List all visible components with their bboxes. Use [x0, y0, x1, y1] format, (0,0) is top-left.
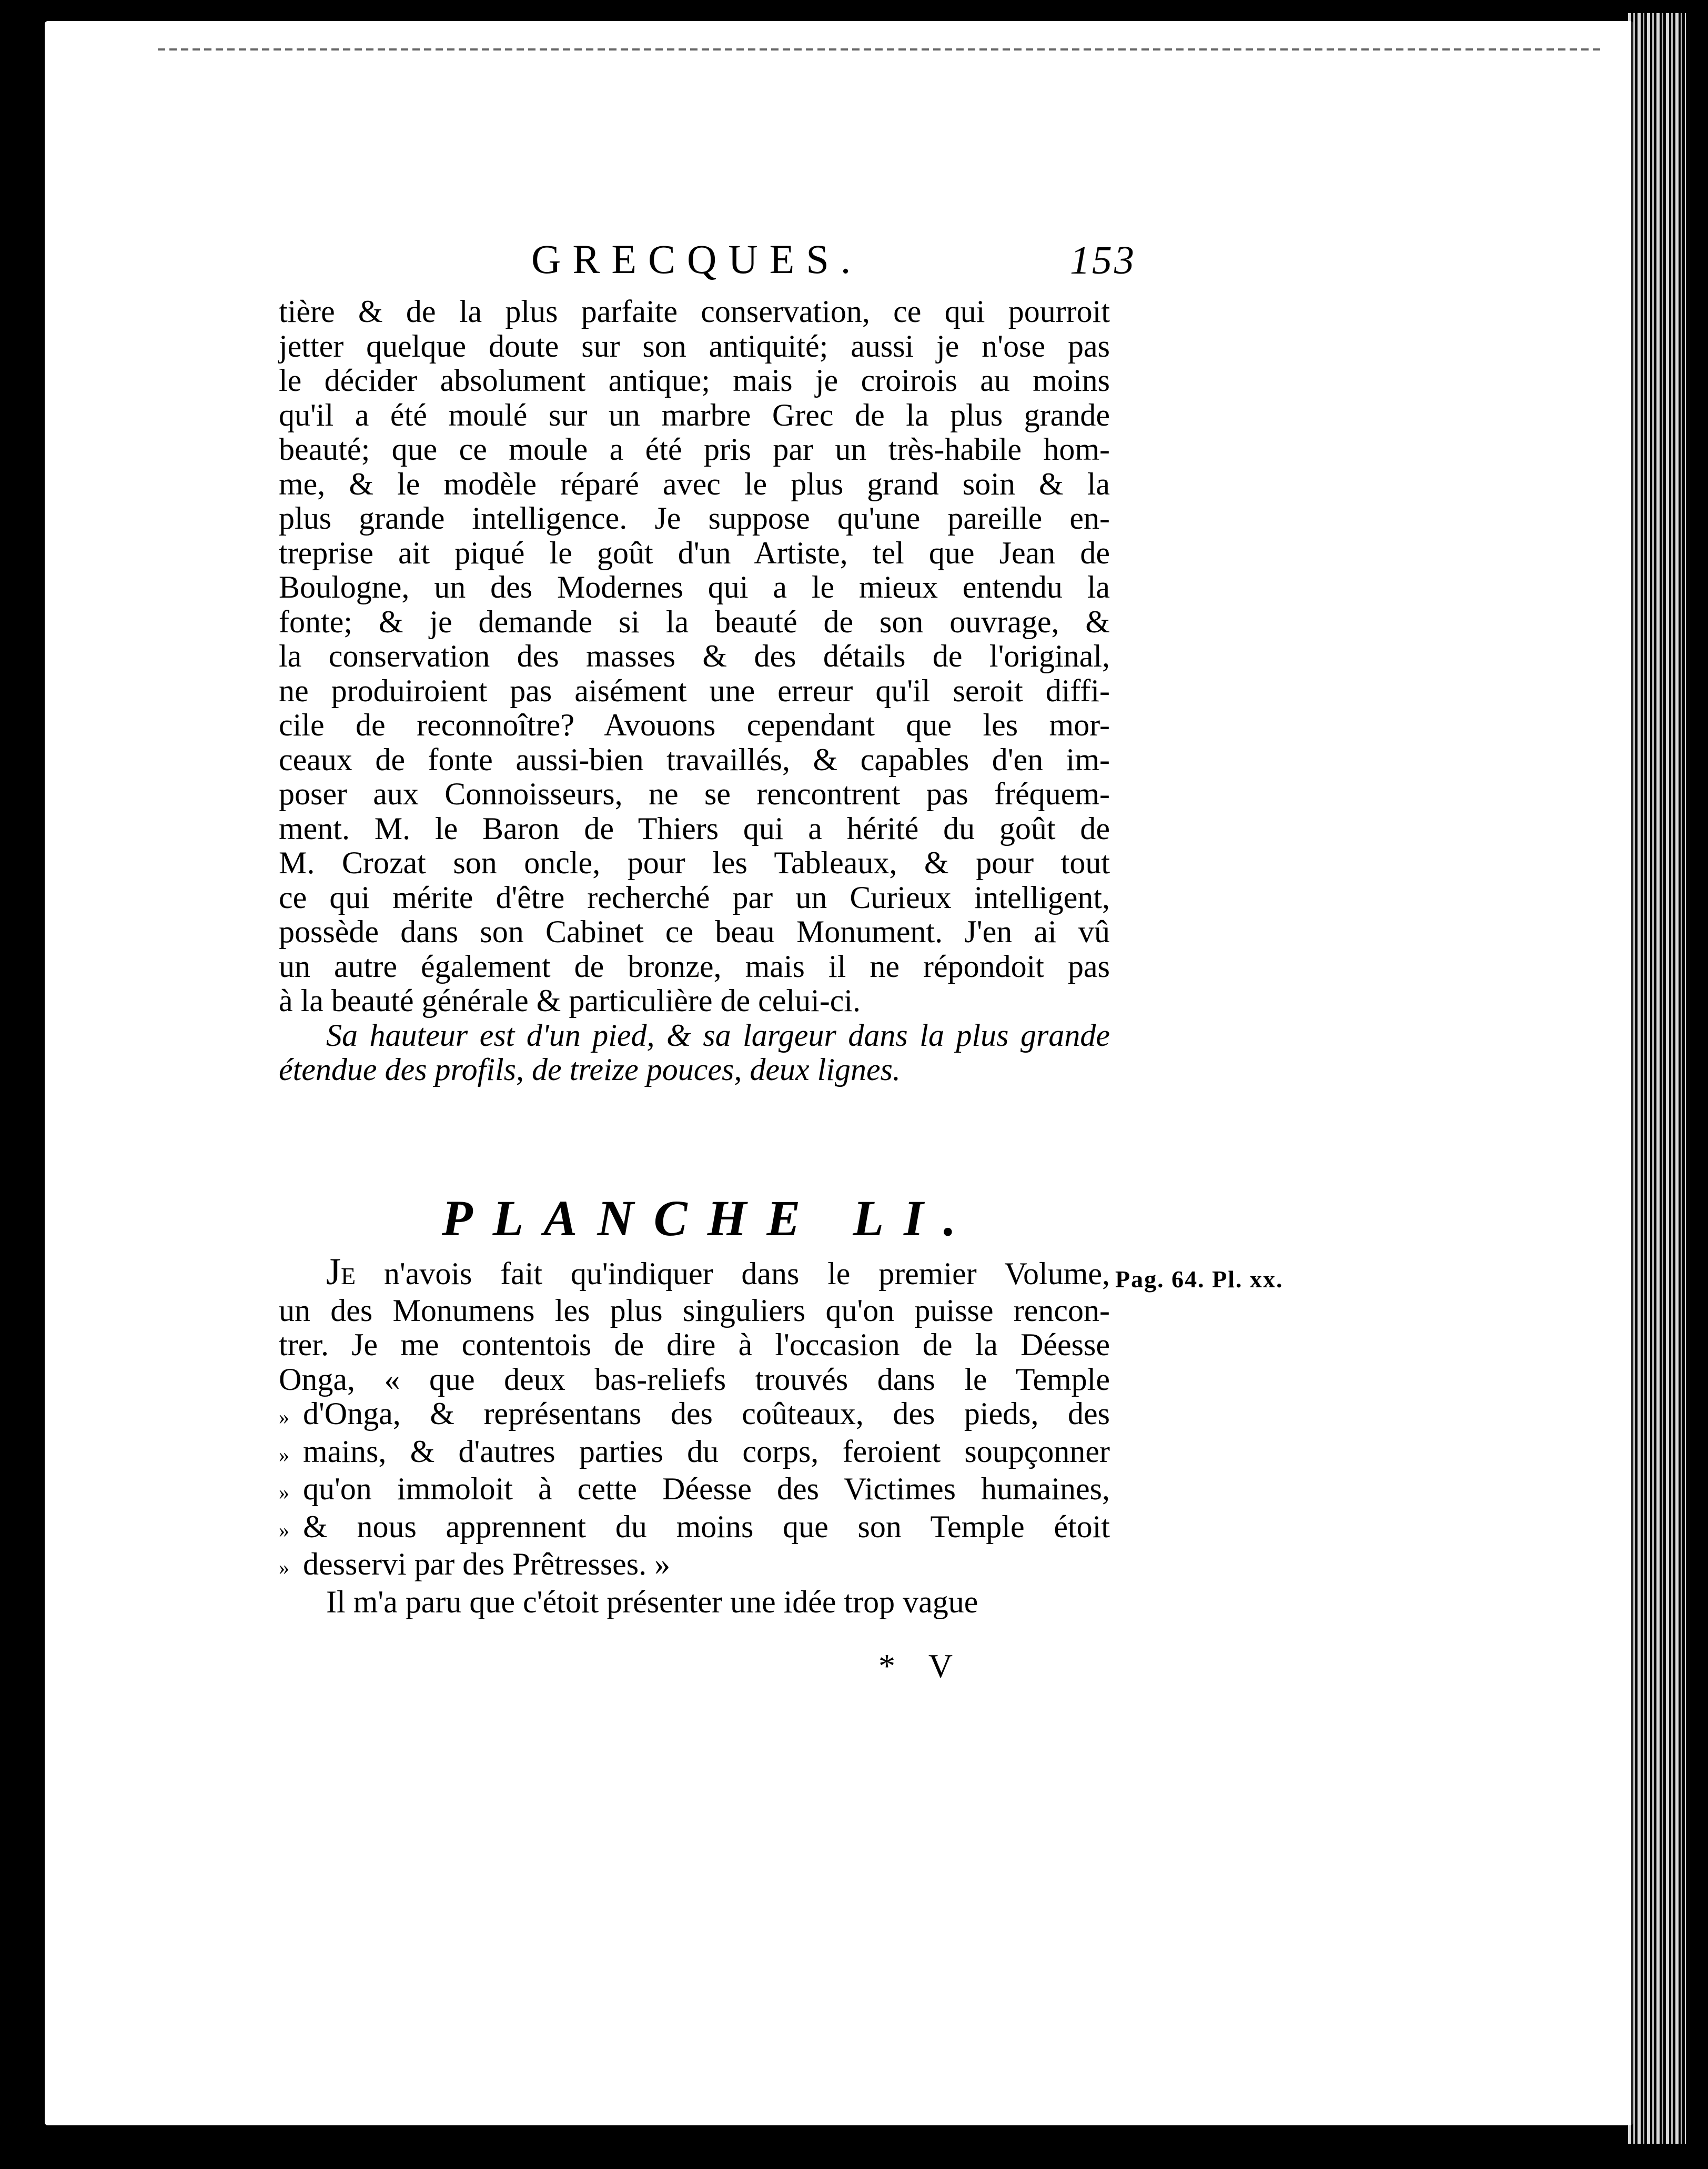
line-text: qu'on immoloit à cette Déesse des Victimes humaines,: [303, 1471, 1110, 1506]
section2-text: [279, 1250, 1110, 1619]
text-line: à la beauté générale & particulière de celui-ci.: [279, 983, 861, 1018]
quote-mark: »: [279, 1556, 289, 1579]
quote-mark: »: [279, 1480, 289, 1504]
text-line: cile de reconnoître? Avouons cependant que les mor-: [279, 708, 1110, 742]
plate-heading: PLANCHE LI.: [442, 1190, 976, 1246]
signature-mark: * V: [878, 1647, 966, 1684]
text-line: Boulogne, un des Modernes qui a le mieux entendu la: [279, 570, 1110, 604]
line-text: desservi par des Prêtresses. »: [303, 1547, 671, 1581]
opening-line: [279, 1250, 1110, 1294]
line-text: trer. Je me contentois de dire à l'occasion de la Déesse: [279, 1327, 1110, 1362]
quote-mark: »: [279, 1518, 289, 1542]
text-line: plus grande intelligence. Je suppose qu'une pareille en-: [279, 501, 1110, 536]
page-gutter: [1610, 32, 1631, 2110]
text-line: [279, 1328, 1110, 1363]
italic-line: Sa hauteur est d'un pied, & sa largeur dans la plus grande: [326, 1017, 1110, 1053]
text-line: beauté; que ce moule a été pris par un très-habile hom-: [279, 432, 1110, 467]
text-line: possède dans son Cabinet ce beau Monument. J'en ai vû: [279, 914, 1110, 949]
text-line: ce qui mérite d'être recherché par un Curieux intelligent,: [279, 880, 1110, 915]
text-line: [279, 1510, 1110, 1548]
text-line: poser aux Connoisseurs, ne se rencontrent pas fréquem-: [279, 776, 1110, 811]
text-line: ment. M. le Baron de Thiers qui a hérité du goût de: [279, 811, 1110, 846]
initial-smallcap: E: [341, 1263, 356, 1289]
text-line: [279, 1397, 1110, 1435]
text-line: treprise ait piqué le goût d'un Artiste, tel que Jean de: [279, 535, 1110, 570]
text-line: jetter quelque doute sur son antiquité; aussi je n'ose pas: [279, 328, 1110, 364]
line-text: Onga, « que deux bas-reliefs trouvés dans le Temple: [279, 1361, 1110, 1397]
line-text: & nous apprennent du moins que son Temple étoit: [303, 1509, 1110, 1544]
text-line: ceaux de fonte aussi-bien travaillés, & capables d'en im-: [279, 742, 1110, 777]
text-line: me, & le modèle réparé avec le plus grand soin & la: [279, 466, 1110, 501]
top-rule: [158, 48, 1604, 51]
section1-text: [279, 295, 1110, 1087]
page-edges: [1628, 13, 1686, 2144]
text-line: [279, 1547, 1110, 1585]
initial-letter: J: [326, 1250, 341, 1293]
text-line: tière & de la plus parfaite conservation, ce qui pourroit: [279, 294, 1110, 329]
opening-text: n'avois fait qu'indiquer dans le premier Volume,: [356, 1256, 1110, 1291]
page-number: 153: [1070, 238, 1136, 283]
quote-mark: »: [279, 1405, 289, 1429]
line-text: un des Monumens les plus singuliers qu'on puisse rencon-: [279, 1293, 1110, 1328]
quote-mark: »: [279, 1442, 289, 1467]
text-line: le décider absolument antique; mais je croirois au moins: [279, 363, 1110, 398]
line-text: mains, & d'autres parties du corps, feroient soupçonner: [303, 1434, 1110, 1469]
text-line: [279, 1294, 1110, 1328]
text-line: [279, 1435, 1110, 1472]
running-title: GRECQUES.: [531, 236, 863, 282]
text-line: [279, 1472, 1110, 1510]
italic-line: étendue des profils, de treize pouces, deux lignes.: [279, 1052, 901, 1087]
line-text: d'Onga, & représentans des coûteaux, des pieds, des: [303, 1396, 1110, 1431]
text-line: un autre également de bronze, mais il ne répondoit pas: [279, 949, 1110, 984]
text-line: qu'il a été moulé sur un marbre Grec de la plus grande: [279, 397, 1110, 432]
text-line: [279, 1363, 1110, 1397]
text-line: fonte; & je demande si la beauté de son ouvrage, &: [279, 604, 1110, 639]
page-header: [531, 236, 1136, 294]
margin-note: Pag. 64. Pl. xx.: [1115, 1266, 1283, 1293]
text-line: la conservation des masses & des détails de l'original,: [279, 639, 1110, 673]
text-line: ne produiroient pas aisément une erreur qu'il seroit diffi-: [279, 673, 1110, 708]
text-line: M. Crozat son oncle, pour les Tableaux, & pour tout: [279, 845, 1110, 880]
text-line: Il m'a paru que c'étoit présenter une idée trop vague: [326, 1584, 978, 1619]
